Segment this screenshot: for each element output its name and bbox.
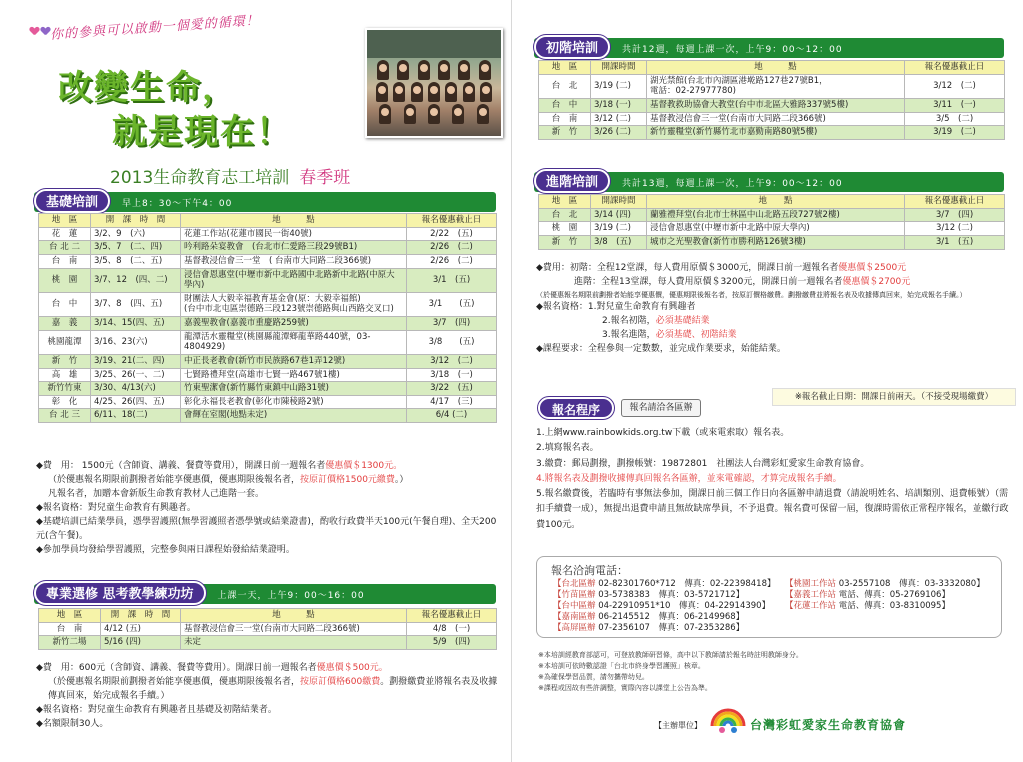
special-row [39,636,497,650]
date-cell: 3/18 (一) [591,98,647,112]
slogan-line-1: 改變生命， [58,68,238,108]
deadline-cell: 3/1 (五) [407,268,497,292]
basic-row [39,330,497,354]
region-cell: 台 北 二 [39,241,91,255]
contact-line: 【桃園工作站 03-2557108 傳真：03-3332080】 [785,579,985,589]
place-cell: 竹東聖潔會(新竹縣竹東鎮中山路31號) [181,382,407,396]
basic-row [39,268,497,292]
place-cell: 財團法人大毅幸福教育基金會(原：大毅幸福館) (台中市北屯區崇德路三段123號崇德路與山西路交叉口) [181,292,407,316]
basic-section-time: 早上8：30～下午4：00 [122,198,233,209]
region-cell: 新竹竹東 [39,382,91,396]
region-cell: 台 南 [39,254,91,268]
deadline-cell: 3/11 (一) [905,98,1005,112]
elementary-schedule-table [538,60,1004,140]
date-cell: 3/8 (五) [591,235,647,249]
deadline-cell: 4/17 (三) [407,395,497,409]
enroll-steps [536,426,1016,533]
elementary-section-time: 共計12週，每週上課一次，上午9：00～12：00 [622,44,843,55]
advanced-row [539,235,1005,249]
region-cell: 台 北 [539,74,591,98]
contact-line: 【台中區辦 04-22910951*10 傳真：04-22914390】 [553,601,771,611]
region-cell: 彰 化 [39,395,91,409]
deadline-cell: 3/7 (四) [905,208,1005,222]
deadline-cell: 3/12 (二) [905,74,1005,98]
basic-row [39,227,497,241]
note-line: ◆報名資格：對兒童生命教育有興趣者且基礎及初階結業者。 [36,704,277,715]
date-cell: 3/7、12 (四、二) [91,268,181,292]
note-line: ◆基礎培訓已結業學員，憑學習護照(無學習護照者憑學號或結業證書)，酌收行政費半天100元(午餐自理)、全天200元(含午餐)。 [36,516,497,541]
region-cell: 花 蓮 [39,227,91,241]
note-line: ◆費 用： 1500元（含師資、講義、餐費等費用），開課日前一週報名者優惠價＄1300元。 [36,461,403,471]
basic-header-cell: 地 點 [181,214,407,228]
contact-line: 【台北區辦 02-82301760*712 傳真：02-22398418】 [553,579,776,589]
contact-list-left [553,579,793,634]
left-page [0,0,511,762]
date-cell: 3/26 (二) [591,126,647,140]
elementary-row [539,74,1005,98]
deadline-cell: 2/22 (五) [407,227,497,241]
advanced-row [539,208,1005,222]
special-header-cell: 地 區 [39,609,101,623]
organizer-label: 【主辦單位】 [654,721,702,730]
enroll-step: 4.將報名表及劃撥收據傳真回報名各區辦，並來電確認，才算完成報名手續。 [536,473,842,484]
date-cell: 4/25、26(四、五) [91,395,181,409]
deadline-cell: 6/4 (二) [407,409,497,423]
deadline-cell: 3/12 (二) [905,222,1005,236]
note-highlight: 按原訂價格600繳費 [300,676,381,687]
place-cell: 會輝在室閣(地點未定) [181,409,407,423]
date-cell: 3/7、8 (四、五) [91,292,181,316]
region-cell: 新竹二場 [39,636,101,650]
place-cell: 嘉義聖教會(嘉義市重慶路259號) [181,317,407,331]
elementary-section-tag: 初階培訓 [534,35,610,59]
basic-row [39,241,497,255]
slogan-line-2: 就是現在！ [112,112,292,152]
elementary-row [539,112,1005,126]
special-header-cell: 地 點 [181,609,407,623]
advanced-row [539,222,1005,236]
region-cell: 嘉 義 [39,317,91,331]
place-cell: 基督教浸信會三一堂(台南市大同路二段366號) [181,622,407,636]
deadline-cell: 3/12 (二) [407,354,497,368]
deadline-cell: 5/9 (四) [407,636,497,650]
note-highlight: 按原訂價格1500元繳費 [300,474,395,485]
note-line: ◆參加學員均發給學習護照，完整參與兩日課程始發給結業證明。 [36,544,295,555]
footnote-line: ※為確保學習品質，請勿攜帶幼兒。 [538,673,649,681]
enroll-step: 3.繳費：郵局劃撥，劃撥帳號：19872801 社團法人台灣彩虹愛家生命教育協會。 [536,458,870,469]
elementary-row [539,98,1005,112]
date-cell: 3/5、8 (二、五) [91,254,181,268]
basic-row [39,292,497,316]
region-cell: 台 南 [539,112,591,126]
rainbow-logo-icon [708,700,748,736]
region-cell: 台 南 [39,622,101,636]
place-cell: 新竹靈糧堂(新竹縣竹北市嘉勤南路80號5樓) [647,126,905,140]
advanced-schedule-table [538,194,1004,250]
contact-unit: 【高屏區辦 [553,623,596,633]
enroll-step: 5.報名繳費後，若臨時有事無法參加，開課日前三個工作日向各區辦申請退費（請說明姓名、培訓類別、退費帳號）（需扣手續費一成），無提出退費申請且無故缺席學員，不予退費。報名費可保留一屆，復課時需依正常程序報名，並繳行政費100元。 [536,489,1009,530]
enroll-step: 2.填寫報名表。 [536,443,599,454]
region-cell: 台 北 [539,208,591,222]
deadline-cell: 3/19 (二) [905,126,1005,140]
contact-line: 【竹苗區辦 03-5738383 傳真：03-5721712】 [553,590,745,600]
enroll-contact-pill: 報名請洽各區辦 [621,399,701,417]
place-cell: 湖光禁館(台北市內湖區港墘路127巷27號B1， 電話：02-27977780) [647,74,905,98]
date-cell: 5/16 (四) [101,636,181,650]
contact-title: 報名洽詢電話： [551,564,628,577]
classroom-photo [365,28,503,138]
contact-box [536,556,1002,638]
special-section-time: 上課一天，上午9：00～16：00 [217,590,365,601]
footnote-line: ※本培訓可依時數認證「台北市終身學習護照」核章。 [538,662,705,670]
special-schedule-table [38,608,496,650]
elementary-header-cell: 地 區 [539,61,591,75]
elementary-row [539,126,1005,140]
special-row [39,622,497,636]
contact-list-right [785,579,1000,612]
deadline-cell: 2/26 (二) [407,254,497,268]
deadline-cell: 3/1 (五) [905,235,1005,249]
elementary-header-cell: 開課時間 [591,61,647,75]
note-line: ◆費 用：600元（含師資、講義、餐費等費用）。開課日前一週報名者優惠價＄500元。 [36,663,388,673]
basic-section-bar [34,192,496,212]
region-cell: 桃 園 [539,222,591,236]
fee-notes: ◆費用：初階：全程12堂課，每人費用原價＄3000元，開課日前一週報名者優惠價＄2500元 進階：全程13堂課，每人費用原價＄3200元，開課日前一週報名者優惠價＄2700元 （於優惠報名期限前劃撥者始能享優惠價，優惠期限後報名者，按原訂價格繳費。劃撥繳費並將報名表及收據傳真回來，始完成報名手續。） ◆報名資格：1.對兒童生命教育有興趣者 2.報名初階，必須基礎結業 3.報名進階，必須基礎、初階結業 ◆課程要求：全程參與一定數數，並完成作業要求，始能結業。 [536,263,967,354]
deadline-cell: 3/7 (四) [407,317,497,331]
contact-line: 【高屏區辦 07-2356107 傳真：07-2353286】 [553,623,745,633]
basic-row [39,409,497,423]
note-highlight: 優惠價＄1300元。 [325,461,403,471]
note-line: （於優惠報名期限前劃撥者始能享優惠價，優惠期限後報名者，按原訂價格1500元繳費。） [48,474,409,485]
contact-unit: 【竹苗區辦 [553,590,596,600]
region-cell: 高 雄 [39,368,91,382]
advanced-header-cell: 開課時間 [591,195,647,209]
deadline-cell: 3/1 (五) [407,292,497,316]
contact-unit: 【桃園工作站 [785,579,837,589]
region-cell: 新 竹 [39,354,91,368]
special-section-tag: 專業選修 思考教學練功坊 [34,581,206,605]
region-cell: 台 中 [39,292,91,316]
special-header-cell: 開 課 時 間 [101,609,181,623]
footnote-line: ※本培訓經教育部認可，可登放教師研習條，高中以下教師請於報名時註明教師身分。 [538,651,803,659]
place-cell: 浸信會恩惠堂(中壢市新中北路國中北路新中北路(中原大學內) [181,268,407,292]
region-cell: 桃園龍潭 [39,330,91,354]
special-section-bar [34,584,496,604]
elementary-header-cell: 地 點 [647,61,905,75]
place-cell: 蘭雅禮拜堂(台北市士林區中山北路五段727號2樓) [647,208,905,222]
deadline-cell: 3/18 (一) [407,368,497,382]
date-cell: 3/30、4/13(六) [91,382,181,396]
page-title: 2013生命教育志工培訓 春季班 [110,168,351,188]
place-cell: 城市之光聖教會(新竹市勝利路126號3樓) [647,235,905,249]
deadline-cell: 2/26 (二) [407,241,497,255]
place-cell: 基督教救助協會大教堂(台中市北區大雅路337號5樓) [647,98,905,112]
advanced-section-bar [534,172,1004,192]
note-line: （於優惠報名期限前劃撥者始能享優惠價，優惠期限後報名者，按原訂價格600繳費。劃撥繳費並將報名表及收據傳真回來，始完成報名手續。） [48,676,498,701]
contact-unit: 【嘉南區辦 [553,612,596,622]
deadline-cell: 3/8 (五) [407,330,497,354]
deadline-cell: 3/22 (五) [407,382,497,396]
footnotes [538,650,818,694]
note-line: 凡報名者，加贈本會新版生命教育教材人己進階一套。 [48,488,265,499]
date-cell: 3/5、7 (二、四) [91,241,181,255]
note-line: ◆報名資格：對兒童生命教育有興趣者。 [36,502,196,513]
basic-header-cell: 開 課 時 間 [91,214,181,228]
right-page [512,0,1023,762]
place-cell: 未定 [181,636,407,650]
contact-line: 【嘉義工作站 電話、傳真：05-2769106】 [785,590,950,600]
basic-row [39,368,497,382]
date-cell: 3/12 (二) [591,112,647,126]
tagline: 你的參與可以啟動一個愛的循環！ [46,22,366,44]
date-cell: 4/12 (五) [101,622,181,636]
region-cell: 新 竹 [539,126,591,140]
contact-unit: 【嘉義工作站 [785,590,837,600]
contact-unit: 【台中區辦 [553,601,596,611]
place-cell: 基督教浸信會三一堂 ( 台南市大同路二段366號) [181,254,407,268]
contact-line: 【嘉南區辦 06-2145512 傳真：06-2149968】 [553,612,745,622]
place-cell: 龍潭活水靈糧堂(桃園縣龍潭鄉龍華路440號，03-4804929) [181,330,407,354]
contact-unit: 【花蓮工作站 [785,601,837,611]
date-cell: 3/14 (四) [591,208,647,222]
enroll-section-tag: 報名程序 [538,397,614,419]
basic-row [39,395,497,409]
place-cell: 吟利路朵宴教會 (台北市仁愛路三段29號B1) [181,241,407,255]
basic-header-cell: 地 區 [39,214,91,228]
place-cell: 中正長老教會(新竹市民族路67巷1弄12號) [181,354,407,368]
date-cell: 3/16、23(六) [91,330,181,354]
elementary-section-bar [534,38,1004,58]
basic-row [39,354,497,368]
place-cell: 基督教浸信會三一堂(台南市大同路二段366號) [647,112,905,126]
deadline-cell: 3/5 (二) [905,112,1005,126]
basic-row [39,254,497,268]
deadline-note: ※報名截止日期：開課日前兩天。（不接受現場繳費） [772,388,1016,406]
region-cell: 新 竹 [539,235,591,249]
region-cell: 桃 園 [39,268,91,292]
note-line: ◆名額限制30人。 [36,718,109,729]
place-cell: 浸信會恩惠堂(中壢市新中北路中原大學內) [647,222,905,236]
date-cell: 6/11、18(二) [91,409,181,423]
organizer-name: 台灣彩虹愛家生命教育協會 [750,718,907,732]
contact-unit: 【台北區辦 [553,579,596,589]
place-cell: 花蓮工作站(花蓮市國民一街40號) [181,227,407,241]
advanced-header-cell: 地 區 [539,195,591,209]
special-notes [36,662,498,732]
basic-schedule-table [38,213,496,423]
date-cell: 3/19、21(二、四) [91,354,181,368]
date-cell: 3/25、26(一、二) [91,368,181,382]
basic-header-cell: 報名優惠截止日 [407,214,497,228]
advanced-header-cell: 報名優惠截止日 [905,195,1005,209]
basic-section-tag: 基礎培訓 [34,189,110,213]
note-highlight: 優惠價＄500元。 [316,663,388,673]
elementary-header-cell: 報名優惠截止日 [905,61,1005,75]
footnote-line: ※課程或因故有些許調整，實際內容以課堂上公告為準。 [538,684,712,692]
basic-row [39,382,497,396]
basic-row [39,317,497,331]
place-cell: 七賢路禮拜堂(高雄市七賢一路467號1樓) [181,368,407,382]
advanced-header-cell: 地 點 [647,195,905,209]
region-cell: 台 中 [539,98,591,112]
basic-notes [36,460,498,558]
date-cell: 3/19 (二) [591,74,647,98]
advanced-section-tag: 進階培訓 [534,169,610,193]
advanced-section-time: 共計13週，每週上課一次，上午9：00～12：00 [622,178,843,189]
enroll-step: 1.上網www.rainbowkids.org.tw下載（或來電索取）報名表。 [536,428,790,438]
contact-line: 【花蓮工作站 電話、傳真：03-8310095】 [785,601,950,611]
date-cell: 3/19 (二) [591,222,647,236]
deadline-cell: 4/8 (一) [407,622,497,636]
place-cell: 彰化永福長老教會(彰化市陳稜路2號) [181,395,407,409]
special-header-cell: 報名優惠截止日 [407,609,497,623]
date-cell: 3/2、9 (六) [91,227,181,241]
date-cell: 3/14、15(四、五) [91,317,181,331]
region-cell: 台 北 三 [39,409,91,423]
